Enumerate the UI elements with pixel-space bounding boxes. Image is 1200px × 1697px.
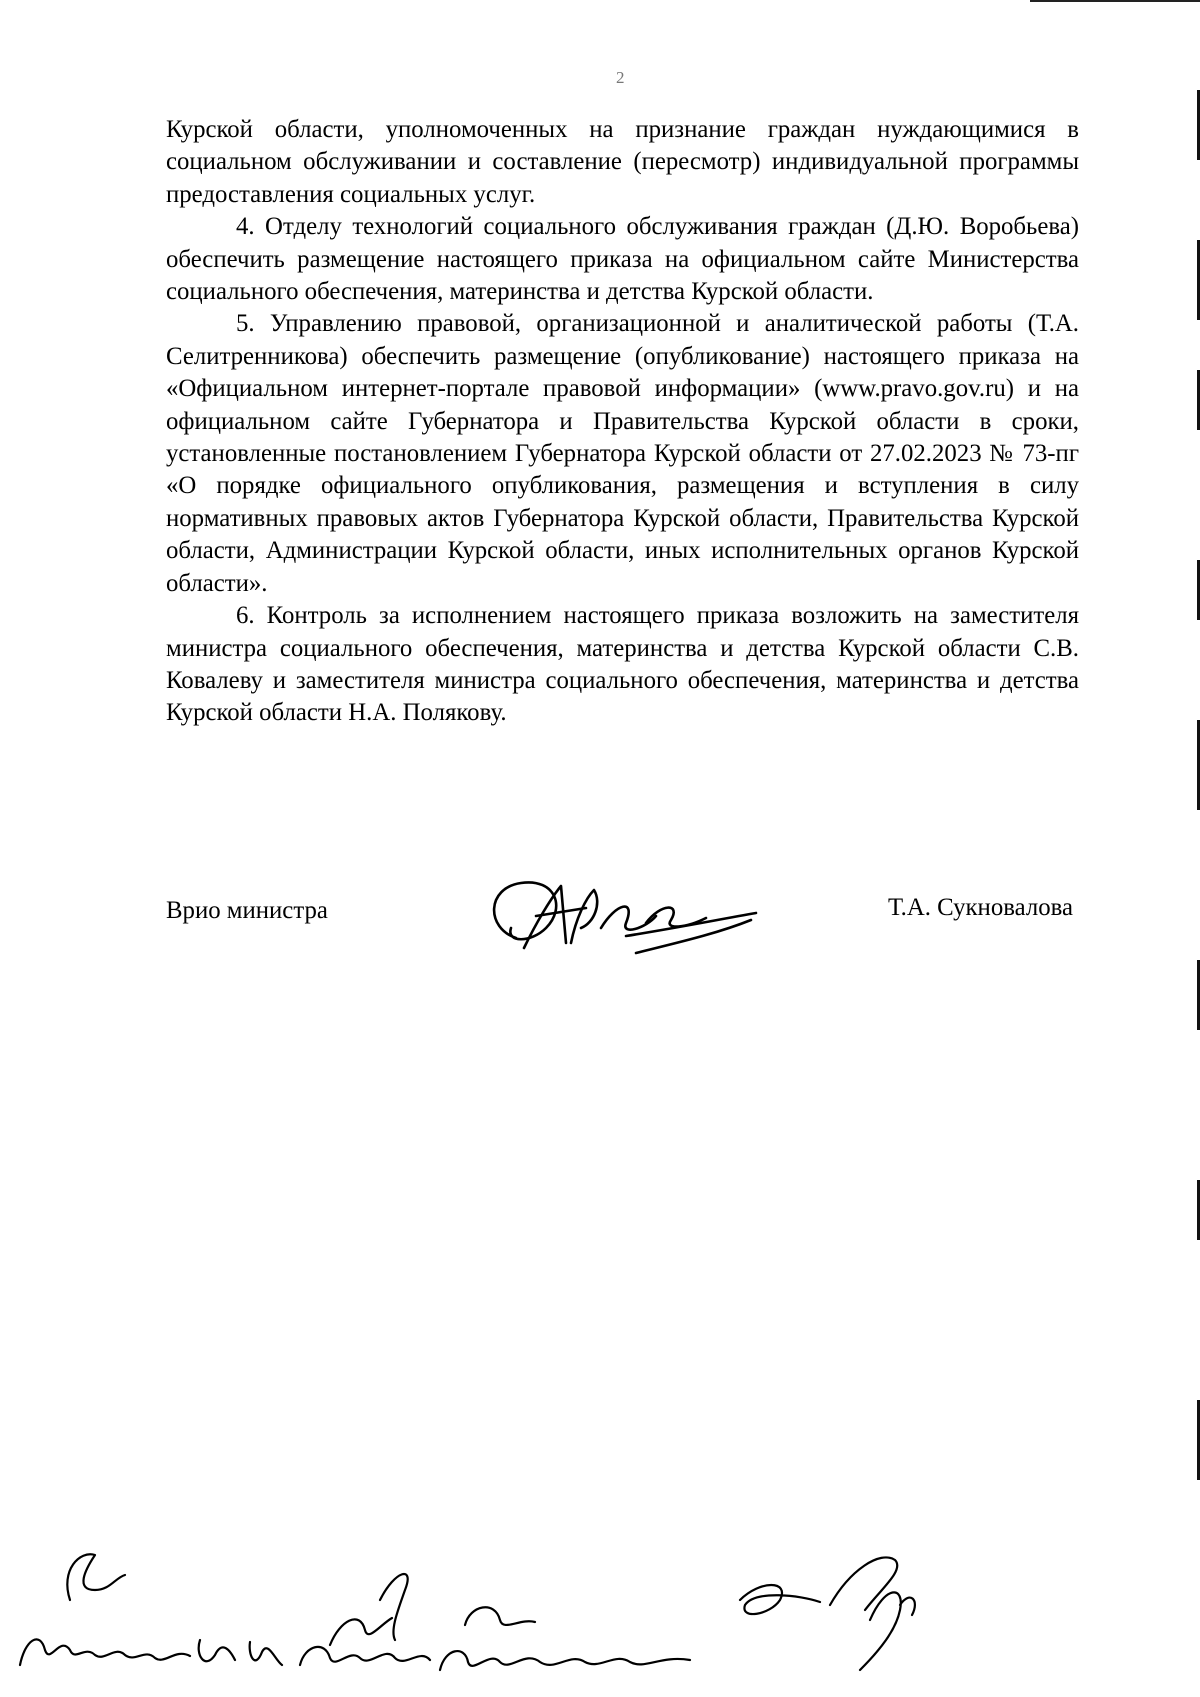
signatory-position: Врио министра [166, 897, 328, 924]
signature-block [166, 880, 1079, 980]
page-number: 2 [616, 68, 625, 87]
signatory-name: Т.А. Сукновалова [888, 894, 1073, 921]
handwritten-signature [476, 868, 776, 968]
paragraph-item-4: 4. Отделу технологий социального обслуживания граждан (Д.Ю. Воробьева) обеспечить размещение настоящего приказа на официальном сайте Министерства социального обеспечения, материнства и детства Курской области. [166, 213, 1079, 306]
paragraph-item-5: 5. Управлению правовой, организационной и аналитической работы (Т.А. Селитренникова) обеспечить размещение (опубликование) настоящего приказа на «Официальном интернет-портале правовой информации» (www.pravo.gov.ru) и на официальном сайте Губернатора и Правительства Курской области в сроки, установленные постановлением Губернатора Курской области от 27.02.2023 № 73-пг «О порядке официального опубликования, размещения и вступления в силу нормативных правовых актов Губернатора Курской области, Правительства Курской области, Администрации Курской области, иных исполнительных органов Курской области». [166, 310, 1079, 597]
paragraph-item-6: 6. Контроль за исполнением настоящего приказа возложить на заместителя министра социального обеспечения, материнства и детства Курской области С.В. Ковалеву и заместителя министра социального обеспечения, материнства и детства Курской области Н.А. Полякову. [166, 602, 1079, 727]
approval-visas [0, 1530, 1200, 1697]
paragraph-continuation: Курской области, уполномоченных на признание граждан нуждающимися в социальном обслуживании и составление (пересмотр) индивидуальной программы предоставления социальных услуг. [166, 116, 1079, 208]
document-body [166, 114, 1079, 730]
scan-edge-top [1030, 0, 1200, 2]
